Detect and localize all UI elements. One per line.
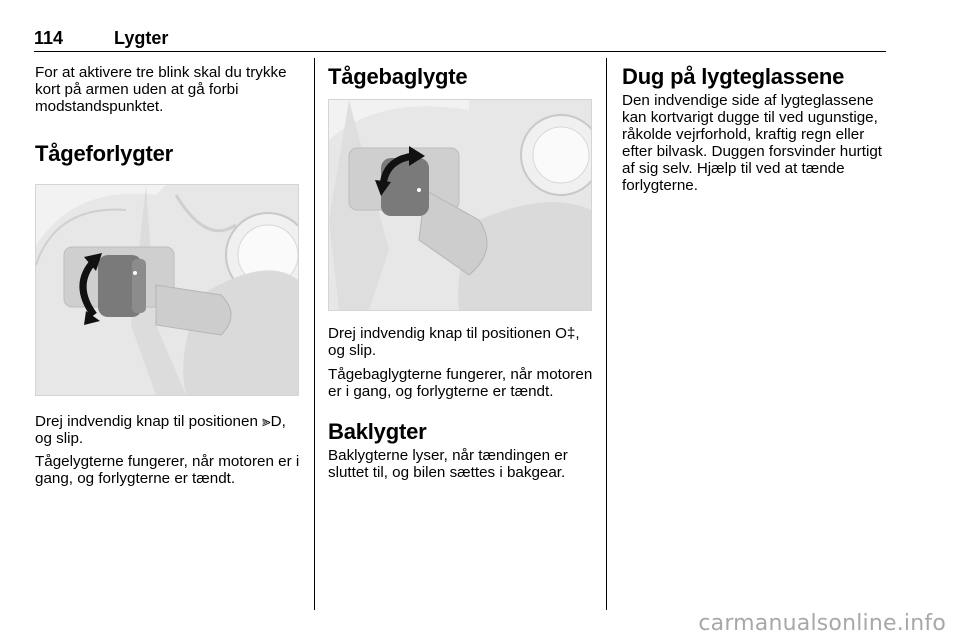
column-3 [622, 64, 892, 194]
front-fog-illustration [36, 185, 298, 395]
rear-fog-note: Tågebaglygterne fungerer, når motoren er i gang, og forlygterne er tændt. [328, 366, 593, 400]
fog-front-heading: Tågeforlygter [35, 141, 173, 166]
rear-fog-instruction: Drej indvendig knap til positionen O‡, og slip. [328, 325, 580, 359]
condensation-text: Den indvendige side af lygteglassene kan kortvarigt dugge til ved ugunstige, råkolde vejrforhold, kraftig regn eller efter bilvask. Duggen forsvinder hurtigt af sig selv. Hjælp til ved at tænde forlygterne. [622, 92, 883, 194]
watermark: carmanualsonline.info [698, 611, 946, 636]
rear-fog-figure [328, 99, 592, 311]
header-rule [34, 51, 886, 52]
chapter-title: Lygter [114, 28, 169, 48]
page-header [34, 28, 886, 50]
intro-paragraph: For at aktivere tre blink skal du trykke kort på armen uden at gå forbi modstandspunktet. [35, 64, 287, 115]
rear-fog-illustration [329, 100, 591, 310]
front-fog-figure [35, 184, 299, 396]
column-1 [35, 64, 303, 487]
fog-rear-heading: Tågebaglygte [328, 64, 468, 89]
column-divider-1 [314, 58, 315, 610]
front-fog-instruction: Drej indvendig knap til positionen ⫸D, og slip. [35, 413, 286, 447]
condensation-heading: Dug på lygteglassene [622, 64, 845, 89]
column-2 [328, 64, 594, 481]
front-fog-note: Tågelygterne fungerer, når motoren er i gang, og forlygterne er tændt. [35, 453, 300, 487]
reverse-lights-text: Baklygterne lyser, når tændingen er sluttet til, og bilen sættes i bakgear. [328, 447, 568, 481]
page-number: 114 [34, 28, 64, 48]
reverse-lights-heading: Baklygter [328, 419, 427, 444]
column-divider-2 [606, 58, 607, 610]
